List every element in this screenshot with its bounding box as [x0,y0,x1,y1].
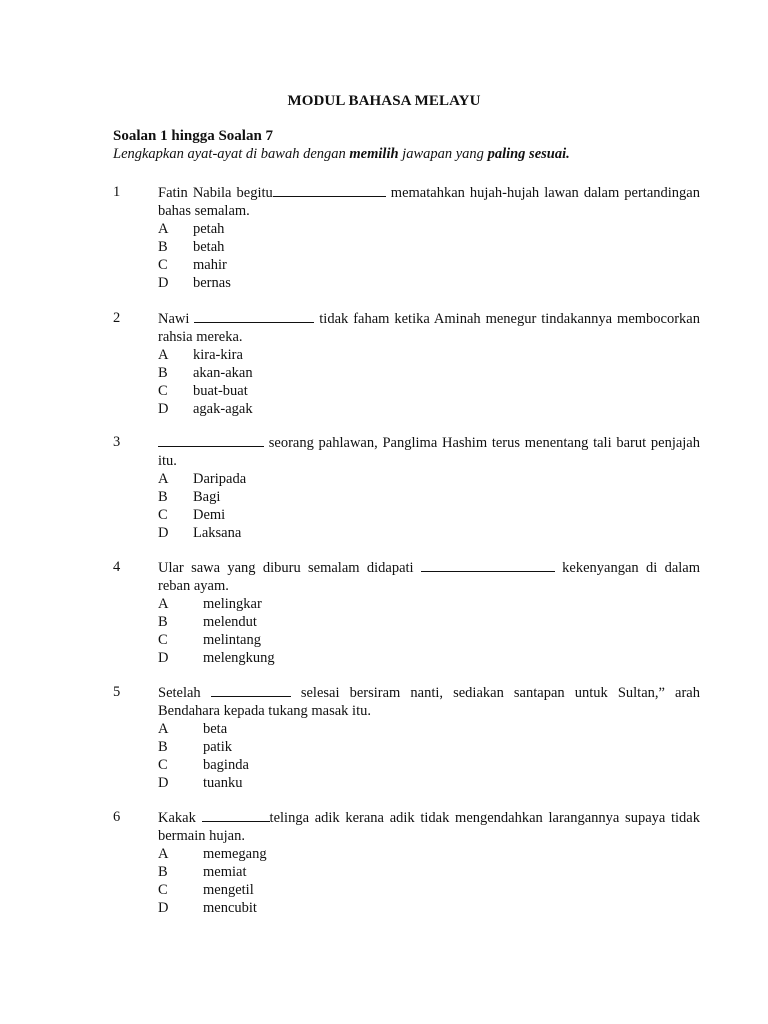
option-b [158,488,700,506]
question-text [158,808,700,845]
option-text: Laksana [193,525,242,541]
question-3 [113,433,700,542]
option-d [158,400,700,418]
question-5 [113,683,700,792]
option-d [158,649,700,667]
option-text: agak-agak [193,401,253,417]
section-heading: Soalan 1 hingga Soalan 7 [113,128,274,144]
option-text: baginda [203,757,249,773]
option-text: petah [193,221,225,237]
instruction-text: jawapan yang [398,146,488,162]
question-text-start: Ular sawa yang diburu semalam didapati [158,560,421,576]
option-c [158,506,700,524]
question-text-end: selesai bersiram nanti, sediakan santapan untuk Sultan,” arah Bendahara kepada tukang masak itu. [158,685,700,719]
option-text: melendut [203,614,257,630]
option-letter: C [158,632,168,648]
option-a [158,595,700,613]
option-letter: C [158,383,168,399]
option-letter: D [158,775,169,791]
option-letter: C [158,507,168,523]
question-text-start: Setelah [158,685,211,701]
question-text-end: kekenyangan di dalam reban ayam. [158,560,700,594]
question-number: 4 [113,559,121,575]
option-text: Daripada [193,471,247,487]
option-text: mencubit [203,900,257,916]
option-text: bernas [193,275,231,291]
option-text: patik [203,739,232,755]
option-letter: B [158,864,168,880]
option-b [158,738,700,756]
option-b [158,238,700,256]
option-c [158,881,700,899]
option-list [158,595,700,667]
option-text: betah [193,239,225,255]
question-text-start: Fatin Nabila begitu [158,185,273,201]
answer-blank [202,808,270,822]
question-number: 2 [113,310,121,326]
option-text: memegang [203,846,267,862]
option-letter: C [158,757,168,773]
question-number: 1 [113,184,121,200]
option-b [158,364,700,382]
answer-blank [194,309,314,323]
question-6 [113,808,700,917]
option-text: kira-kira [193,347,243,363]
option-letter: A [158,347,169,363]
section-instruction [113,146,570,163]
question-text [158,433,700,470]
option-text: mahir [193,257,227,273]
option-d [158,524,700,542]
option-d [158,274,700,292]
option-letter: D [158,900,169,916]
instruction-emphasis: paling sesuai. [487,146,570,162]
question-text-start: Nawi [158,311,195,327]
question-text-end: mematahkan hujah-hujah lawan dalam pertandingan bahas semalam. [158,185,700,219]
option-text: melingkar [203,596,262,612]
question-number: 6 [113,809,121,825]
option-letter: C [158,257,168,273]
option-letter: A [158,221,169,237]
question-number: 3 [113,434,121,450]
option-text: akan-akan [193,365,253,381]
option-letter: C [158,882,168,898]
question-text-end: telinga adik kerana adik tidak mengendahkan larangannya supaya tidak bermain hujan. [158,810,700,844]
option-a [158,470,700,488]
option-letter: A [158,846,169,862]
option-list [158,845,700,917]
option-text: mengetil [203,882,254,898]
option-list [158,220,700,292]
option-list [158,470,700,542]
instruction-text: Lengkapkan ayat-ayat di bawah dengan [113,146,350,162]
option-letter: A [158,471,169,487]
option-a [158,845,700,863]
question-text-start: Kakak [158,810,202,826]
option-text: beta [203,721,228,737]
question-text-end: tidak faham ketika Aminah menegur tindakannya membocorkan rahsia mereka. [158,311,700,345]
option-text: Bagi [193,489,221,505]
option-letter: B [158,739,168,755]
option-letter: B [158,365,168,381]
question-text [158,183,700,220]
question-number: 5 [113,684,121,700]
option-letter: D [158,650,169,666]
option-letter: B [158,239,168,255]
option-d [158,774,700,792]
option-text: melengkung [203,650,275,666]
option-d [158,899,700,917]
question-4 [113,558,700,667]
question-text [158,309,700,346]
option-text: tuanku [203,775,243,791]
instruction-emphasis: memilih [349,146,399,162]
option-c [158,256,700,274]
option-text: buat-buat [193,383,248,399]
option-letter: D [158,275,169,291]
option-c [158,756,700,774]
answer-blank [273,183,386,197]
option-letter: B [158,614,168,630]
option-text: Demi [193,507,226,523]
option-letter: D [158,525,169,541]
question-text-end: seorang pahlawan, Panglima Hashim terus menentang tali barut penjajah itu. [158,435,700,469]
question-text [158,683,700,720]
option-c [158,382,700,400]
option-text: melintang [203,632,261,648]
option-list [158,720,700,792]
option-a [158,720,700,738]
question-2 [113,309,700,418]
option-a [158,346,700,364]
option-letter: A [158,596,169,612]
option-a [158,220,700,238]
answer-blank [211,683,291,697]
option-c [158,631,700,649]
page-title: MODUL BAHASA MELAYU [287,93,481,109]
answer-blank [158,433,264,447]
answer-blank [421,558,555,572]
question-1 [113,183,700,292]
question-text [158,558,700,595]
option-letter: A [158,721,169,737]
option-letter: B [158,489,168,505]
option-letter: D [158,401,169,417]
option-list [158,346,700,418]
option-b [158,863,700,881]
option-text: memiat [203,864,247,880]
option-b [158,613,700,631]
